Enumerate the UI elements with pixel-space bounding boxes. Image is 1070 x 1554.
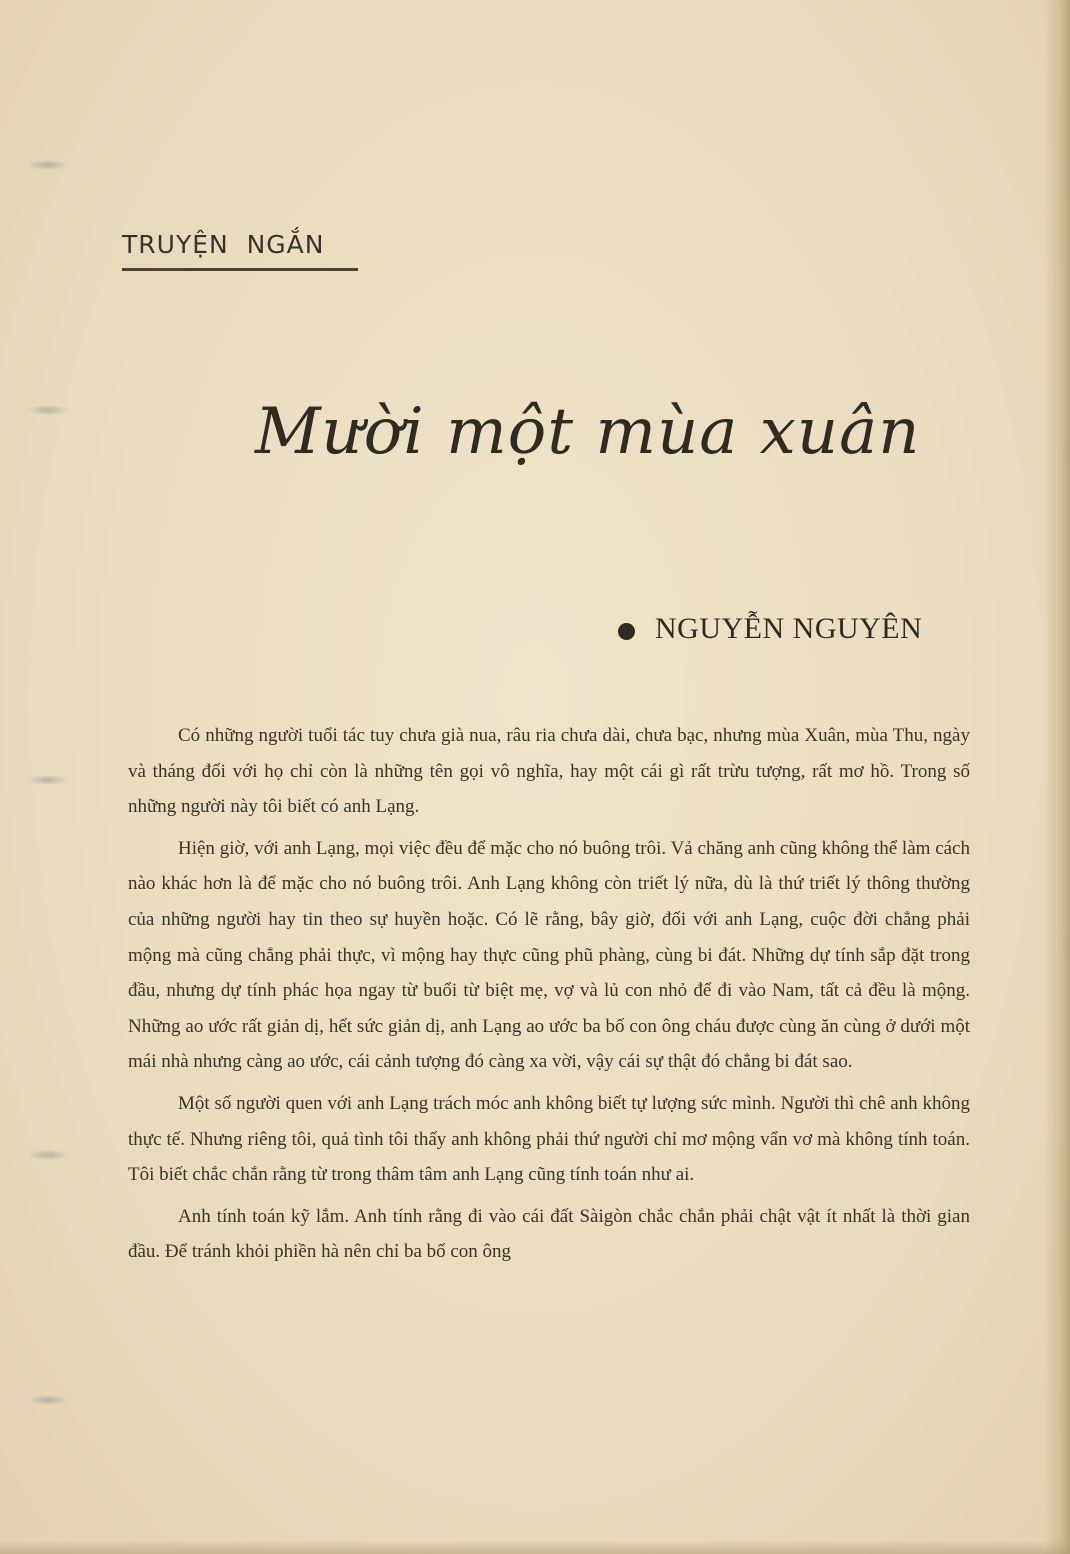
author-name: NGUYỄN NGUYÊN	[655, 612, 923, 645]
body-paragraph: Hiện giờ, với anh Lạng, mọi việc đều để mặc cho nó buông trôi. Vả chăng anh cũng không thể làm cách nào khác hơn là để mặc cho nó buông trôi. Anh Lạng không còn triết lý nữa, dù là thứ triết lý thông thường của những người hay tin theo sự huyền hoặc. Có lẽ rằng, bây giờ, đối với anh Lạng, cuộc đời chẳng phải mộng mà cũng chẳng phải thực, vì mộng hay thực cũng phũ phàng, cùng bi đát. Những dự tính sắp đặt trong đầu, nhưng dự tính phác họa ngay từ buổi từ biệt mẹ, vợ và lủ con nhỏ để đi vào Nam, tất cả đều là mộng. Những ao ước rất giản dị, hết sức giản dị, anh Lạng ao ước ba bố con ông cháu được cùng ăn cùng ở dưới một mái nhà nhưng càng ao ước, cái cảnh tượng đó càng xa vời, vậy cái sự thật đó chẳng bi đát sao.	[128, 837, 970, 1073]
section-underline	[122, 268, 358, 271]
page-edge-shadow	[1044, 0, 1070, 1554]
section-label: TRUYỆN NGẮN	[122, 230, 325, 259]
story-title: Mười một mùa xuân	[255, 395, 921, 469]
author-bullet-icon	[618, 623, 635, 640]
binding-hole-mark	[28, 160, 68, 170]
binding-hole-mark	[28, 1395, 68, 1405]
body-paragraph: Một số người quen với anh Lạng trách móc anh không biết tự lượng sức mình. Người thì chê anh không thực tế. Nhưng riêng tôi, quả tình tôi thấy anh không phải thứ người chỉ mơ mộng vẩn vơ mà không tính toán. Tôi biết chắc chắn rằng từ trong thâm tâm anh Lạng cũng tính toán như ai.	[128, 1092, 970, 1186]
page-bottom-edge	[0, 1540, 1070, 1554]
story-body	[128, 718, 970, 1270]
binding-hole-mark	[28, 1150, 68, 1160]
binding-hole-mark	[28, 775, 68, 785]
body-paragraph: Có những người tuổi tác tuy chưa già nua, râu ria chưa dài, chưa bạc, nhưng mùa Xuân, mùa Thu, ngày và tháng đối với họ chỉ còn là những tên gọi vô nghĩa, hay một cái gì rất trừu tượng, rất mơ hồ. Trong số những người này tôi biết có anh Lạng.	[128, 725, 970, 818]
binding-hole-mark	[28, 405, 68, 415]
body-paragraph: Anh tính toán kỹ lắm. Anh tính rằng đi vào cái đất Sàigòn chắc chắn phải chật vật ít nhất là thời gian đầu. Để tránh khỏi phiền hà nên chỉ ba bố con ông	[128, 1205, 970, 1263]
